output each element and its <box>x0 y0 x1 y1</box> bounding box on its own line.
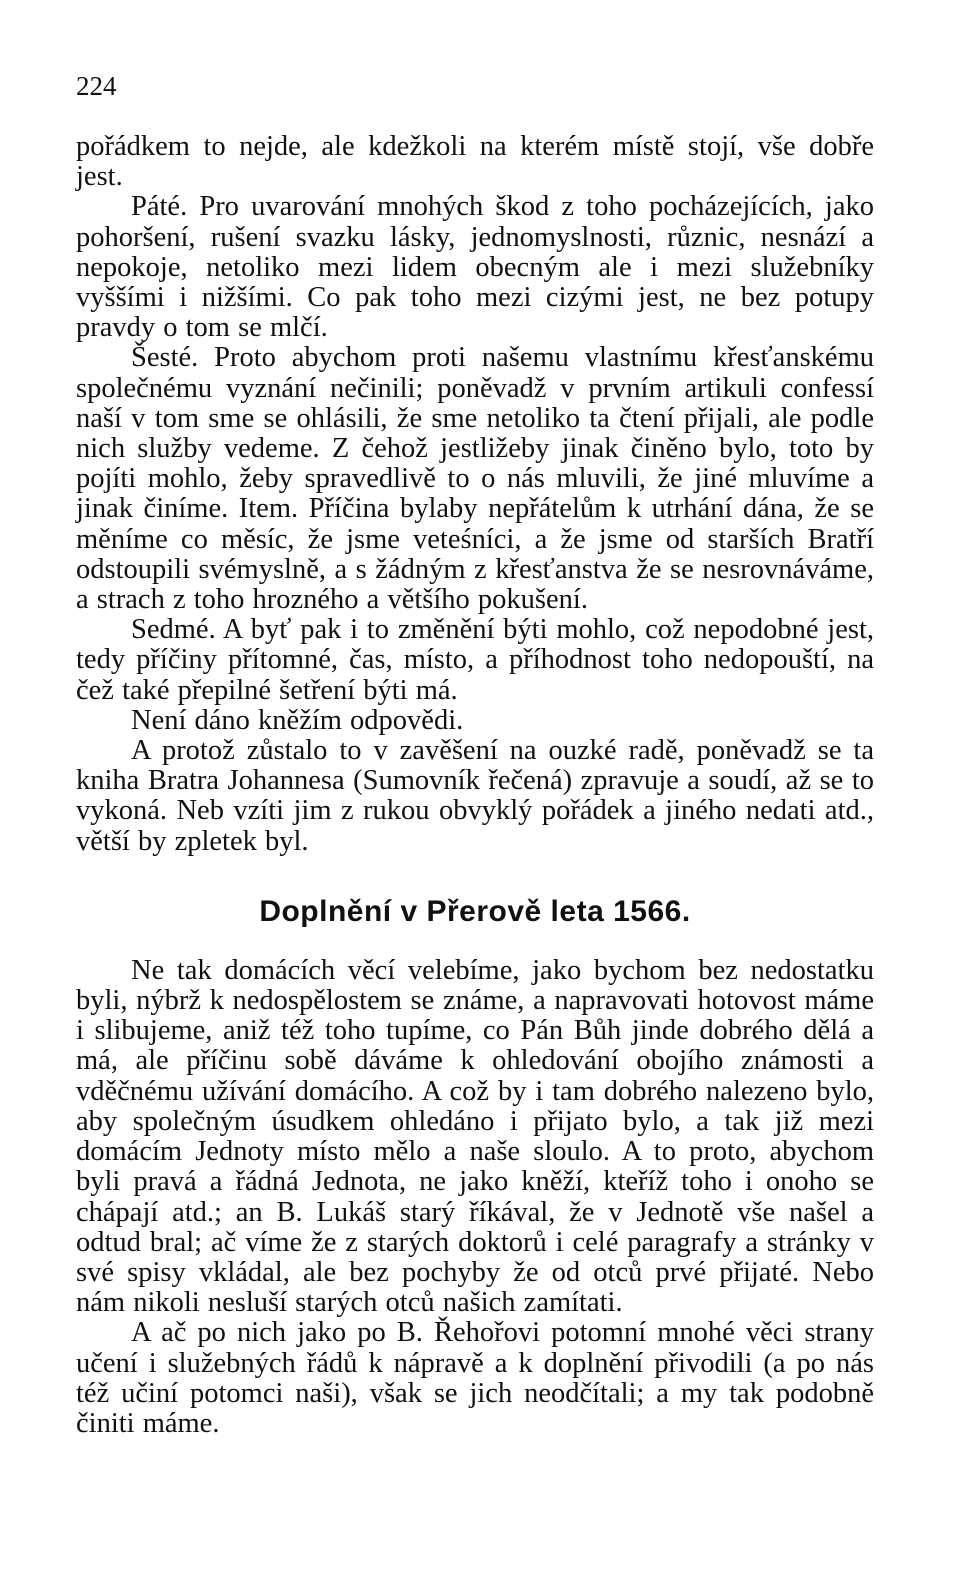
paragraph: Není dáno kněžím odpovědi. <box>131 704 464 736</box>
paragraph: Ne tak domácích věcí velebíme, jako bychom bez nedostatku byli, nýbrž k nedospělostem se známe, a napravovati hotovost máme i slibujeme, aniž též toho tupíme, co Pán Bůh jinde dobrého dělá a má, ale příčinu sobě dáváme k ohledování obojího známosti a vděčnému užívání domácího. A což by i tam dobrého nalezeno bylo, aby společným úsudkem ohledáno i přijato bylo, a tak již mezi domácím Jednoty místo mělo a naše sloulo. A to proto, abychom byli pravá a řádná Jednota, ne jako kněží, kteříž toho i onoho se chápají atd.; an B. Lukáš starý říkával, že v Jednotě vše našel a odtud bral; ač víme že z starých doktorů i celé paragrafy a stránky v své spisy vkládal, ale bez pochyby že od otců prvé přijaté. Nebo nám nikoli nesluší starých otců našich zamítati. <box>76 954 874 1319</box>
document-page <box>76 68 874 1439</box>
section-heading: Doplnění v Přerově leta 1566. <box>259 894 691 928</box>
section-doplneni-text <box>76 956 874 1439</box>
paragraph: A protož zůstalo to v zavěšení na ouzké radě, poněvadž se ta kniha Bratra Johannesa (Sumovník řečená) zpravuje a soudí, až se to vykoná. Neb vzíti jim z rukou obvyklý pořádek a jiného nedati atd., větší by zpletek byl. <box>76 735 874 857</box>
paragraph: Šesté. Proto abychom proti našemu vlastnímu křesťanskému společnému vyznání nečinili; poněvadž v prvním artikuli confessí naší v tom sme se ohlásili, že sme netoliko ta čtení přijali, ale podle nich služby vedeme. Z čehož jestližeby jinak činěno bylo, toto by pojíti mohlo, žeby spravedlivě to o nás mluvili, že jiné mluvíme a jinak činíme. Item. Příčina bylaby nepřátelům k utrhání dána, že se měníme co měsíc, že jsme veteśníci, a že jsme od starších Bratří odstoupili svémyslně, a s žádným z křesťanstva že se nesrovnáváme, a strach z toho hrozného a většího pokušení. <box>76 342 874 616</box>
section-main-text <box>76 132 874 857</box>
paragraph: Páté. Pro uvarování mnohých škod z toho pocházejících, jako pohoršení, rušení svazku lásky, jednomyslnosti, různic, nesnází a nepokoje, netoliko mezi lidem obecným ale i mezi služebníky vyššími i nižšími. Co pak toho mezi cizými jest, ne bez potupy pravdy o tom se mlčí. <box>76 191 874 344</box>
paragraph: pořádkem to nejde, ale kdežkoli na kterém místě stojí, vše dobře jest. <box>76 131 874 193</box>
paragraph: Sedmé. A byť pak i to změnění býti mohlo, což nepodobné jest, tedy příčiny přítomné, čas, místo, a příhodnost toho nedopouští, na čež také přepilné šetření býti má. <box>76 614 874 706</box>
page-number: 224 <box>76 71 117 101</box>
paragraph: A ač po nich jako po B. Řehořovi potomní mnohé věci strany učení i služebných řádů k nápravě a k doplnění přivodili (a po nás též učiní potomci naši), však se jich neodčítali; a my tak podobně činiti máme. <box>76 1317 874 1439</box>
